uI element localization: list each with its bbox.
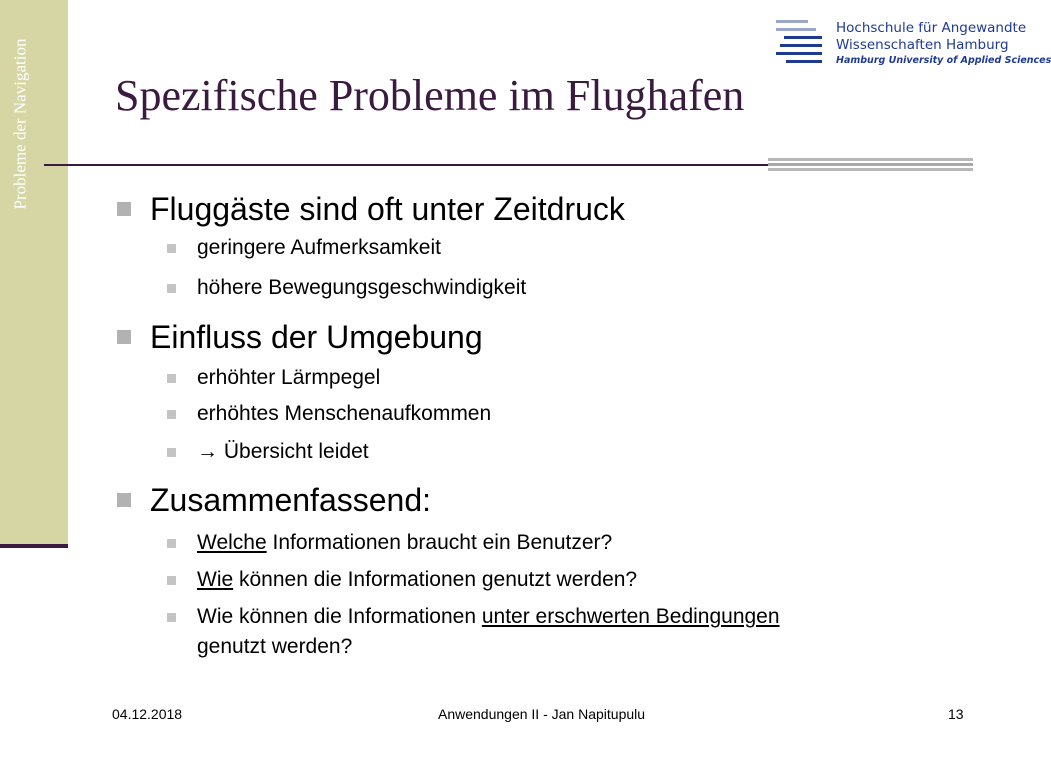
- bullet-item: geringere Aufmerksamkeit: [197, 233, 441, 263]
- slide-title: Spezifische Probleme im Flughafen: [115, 71, 745, 120]
- logo-line-2: Wissenschaften Hamburg: [836, 37, 1009, 53]
- bullet-item: [197, 565, 637, 595]
- bullet-heading-1: Fluggäste sind oft unter Zeitdruck: [150, 191, 625, 227]
- question-text: können die Informationen genutzt werden?: [233, 568, 638, 591]
- bullet-heading-3: Zusammenfassend:: [150, 482, 432, 518]
- haw-logo-icon: [776, 18, 824, 66]
- bullet-item: höhere Bewegungsgeschwindigkeit: [197, 273, 526, 303]
- bullet-item: [197, 437, 369, 467]
- bullet-item: erhöhtes Menschenaufkommen: [197, 399, 491, 429]
- logo-line-3: Hamburg University of Applied Sciences: [836, 55, 1051, 66]
- sidebar-label-box: [6, 2, 34, 246]
- underlined-word: Wie: [197, 568, 234, 591]
- title-divider: [44, 164, 772, 166]
- logo-text: [836, 20, 1051, 68]
- page-number: 13: [948, 706, 964, 722]
- question-text: genutzt werden?: [197, 635, 353, 658]
- sidebar-label: Probleme der Navigation: [10, 38, 29, 210]
- bullet-heading-2: Einfluss der Umgebung: [150, 319, 483, 355]
- logo-line-1: Hochschule für Angewandte: [836, 20, 1027, 36]
- bullet-item-text: Übersicht leidet: [223, 440, 369, 463]
- underlined-word: Welche: [197, 531, 267, 554]
- bullet-item: [197, 528, 612, 558]
- bullet-item: erhöhter Lärmpegel: [197, 363, 380, 393]
- question-text: Wie können die Informationen: [197, 605, 482, 628]
- question-text: Informationen braucht ein Benutzer?: [266, 531, 613, 554]
- footer-author: Anwendungen II - Jan Napitupulu: [438, 706, 646, 722]
- underlined-phrase: unter erschwerten Bedingungen: [481, 605, 780, 628]
- arrow-right-icon: →: [197, 440, 218, 463]
- sidebar-band: [0, 0, 68, 548]
- title-accent-bars: [768, 158, 973, 178]
- footer-date: 04.12.2018: [112, 706, 183, 722]
- bullet-continuation: [197, 632, 352, 662]
- university-logo: [776, 18, 1051, 70]
- bullet-item: [197, 602, 780, 632]
